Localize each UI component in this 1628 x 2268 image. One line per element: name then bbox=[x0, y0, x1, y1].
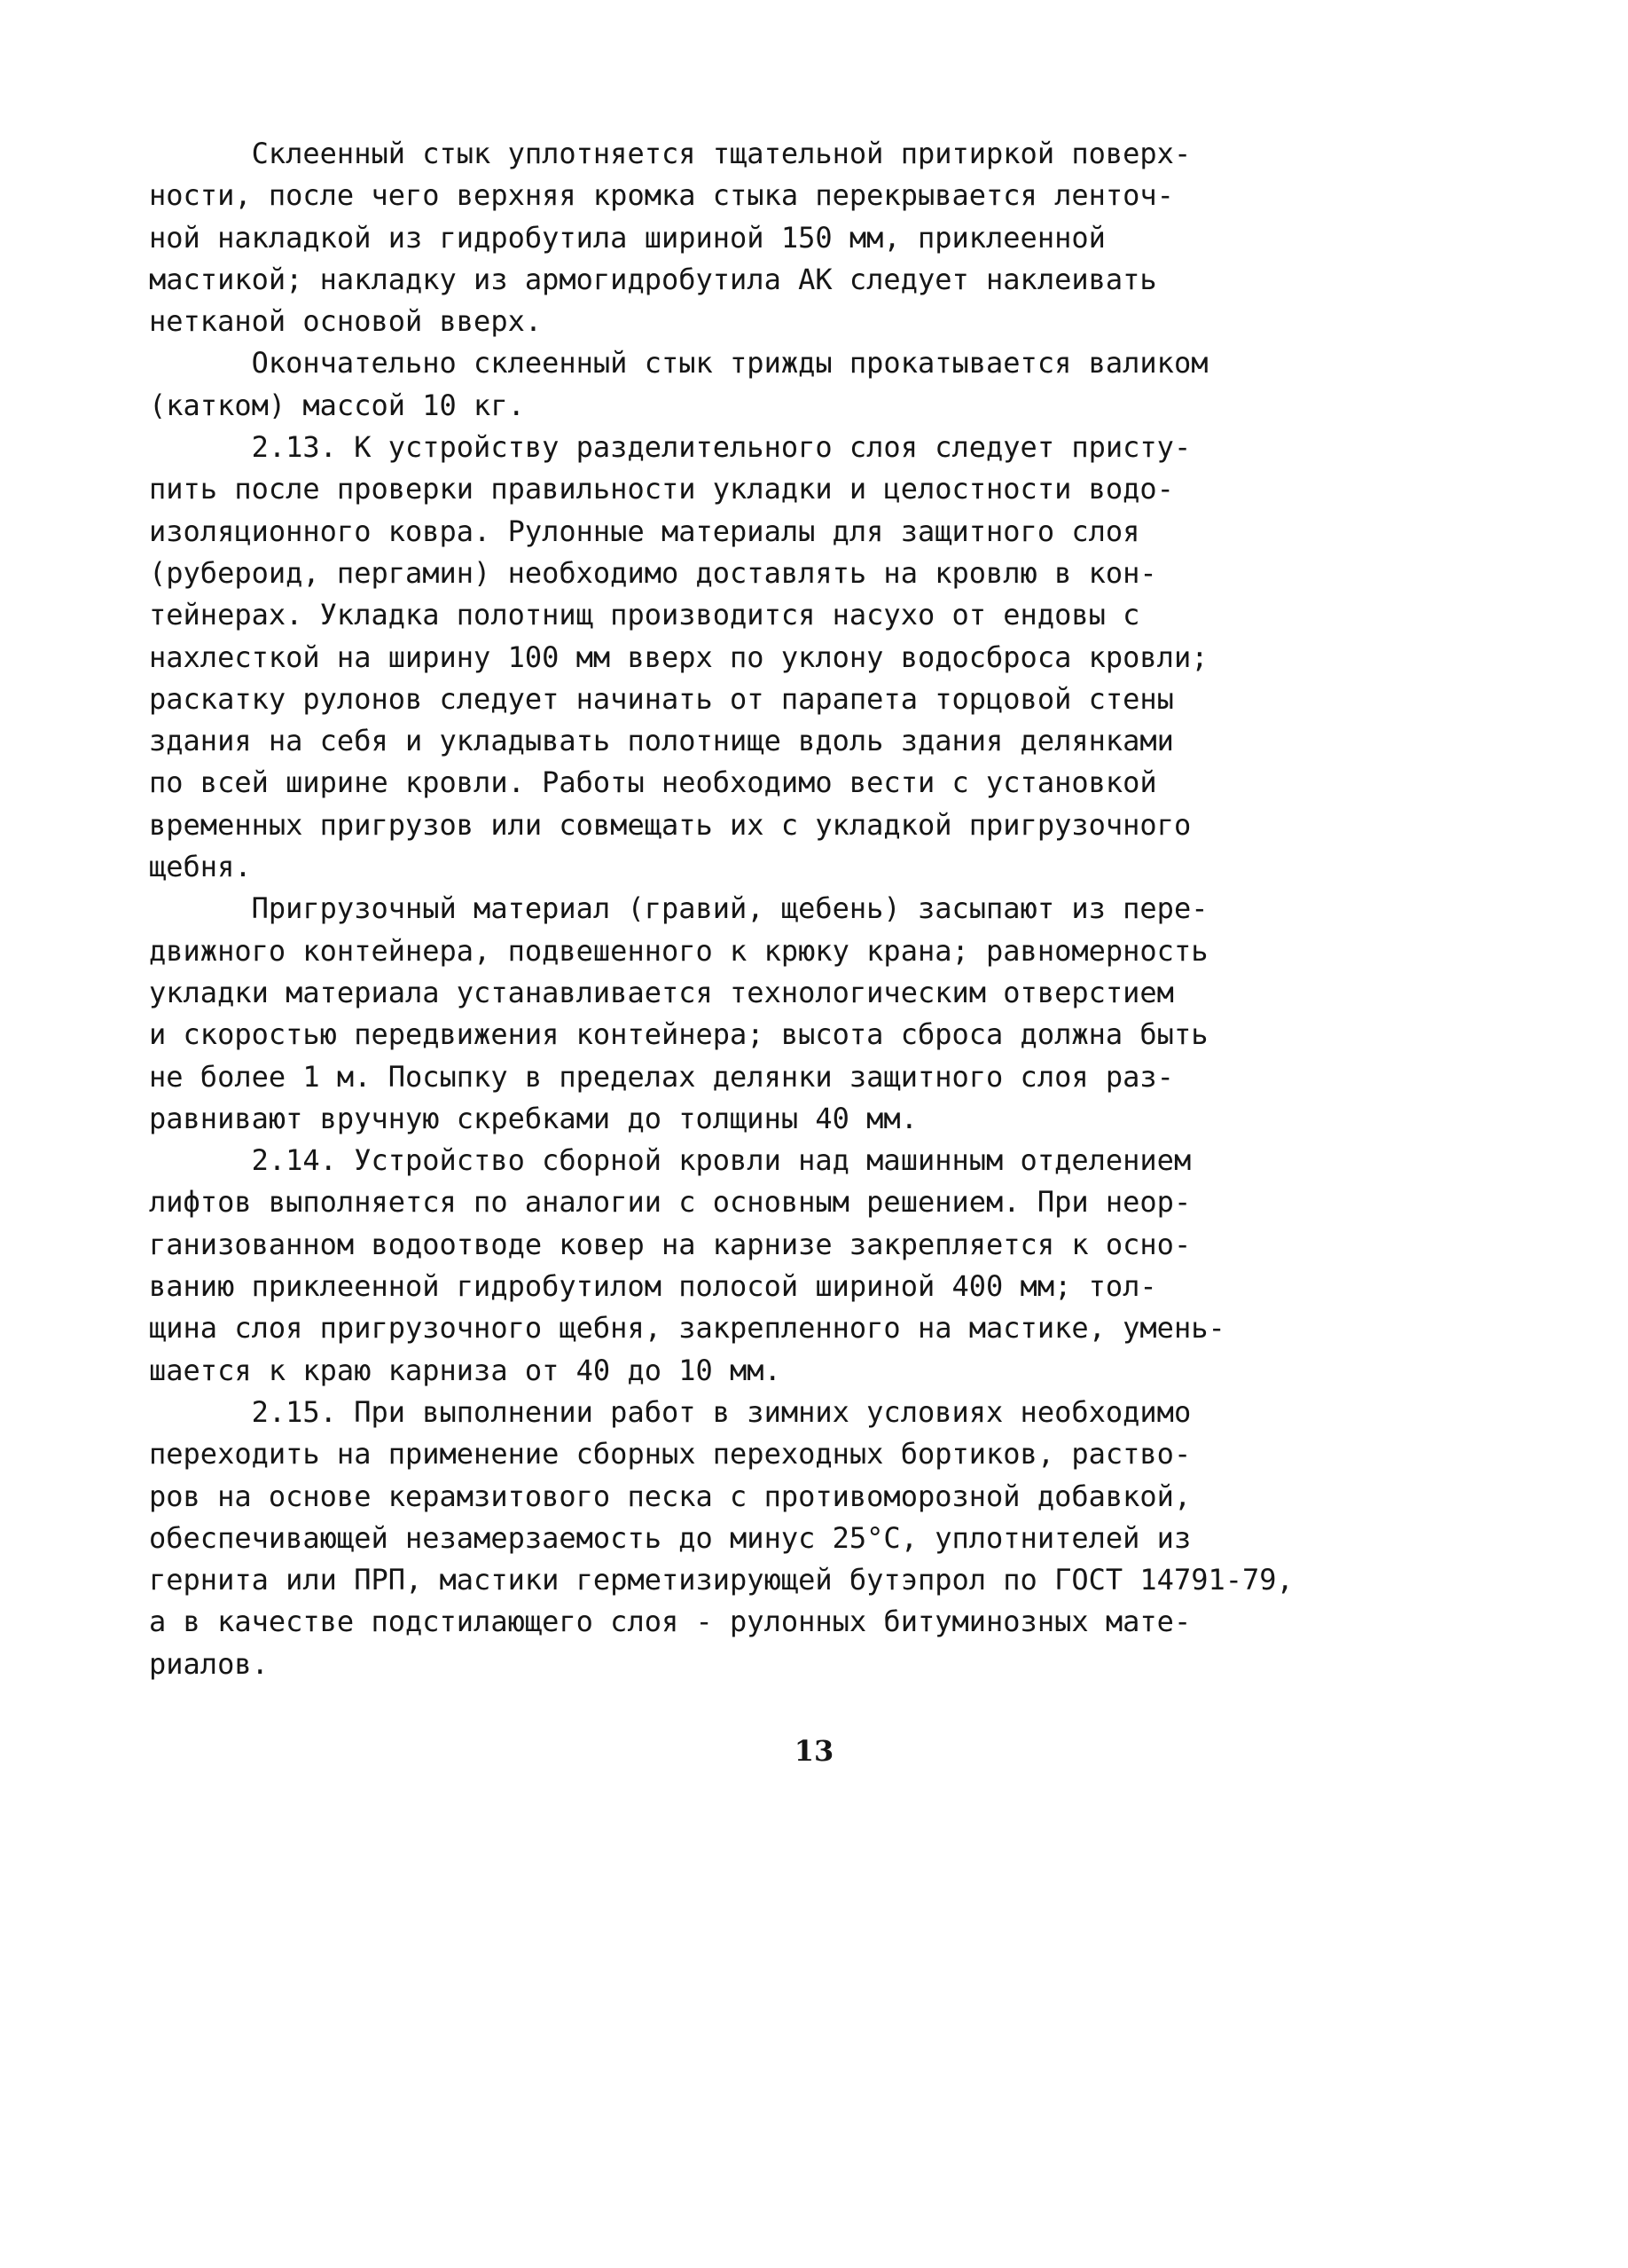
text-line: шается к краю карниза от 40 до 10 мм. bbox=[149, 1353, 781, 1387]
text-line: щина слоя пригрузочного щебня, закрепленного на мастике, умень- bbox=[149, 1311, 1225, 1346]
text-line: изоляционного ковра. Рулонные материалы для защитного слоя bbox=[149, 514, 1140, 548]
text-line: ности, после чего верхняя кромка стыка перекрывается ленточ- bbox=[149, 178, 1174, 213]
text-line: лифтов выполняется по аналогии с основным решением. При неор- bbox=[149, 1185, 1192, 1220]
text-line: Пригрузочный материал (гравий, щебень) засыпают из пере- bbox=[149, 891, 1209, 926]
text-line: здания на себя и укладывать полотнище вдоль здания делянками bbox=[149, 724, 1174, 758]
text-line: временных пригрузов или совмещать их с укладкой пригрузочного bbox=[149, 807, 1192, 842]
text-line: (рубероид, пергамин) необходимо доставлять на кровлю в кон- bbox=[149, 555, 1157, 590]
text-line: щебня. bbox=[149, 850, 252, 884]
text-line: риалов. bbox=[149, 1646, 269, 1681]
text-line: раскатку рулонов следует начинать от парапета торцовой стены bbox=[149, 681, 1174, 716]
text-line: обеспечивающей незамерзаемость до минус 25°С, уплотнителей из bbox=[149, 1520, 1192, 1555]
text-line: а в качестве подстилающего слоя - рулонных битуминозных мате- bbox=[149, 1605, 1192, 1639]
text-line: равнивают вручную скребками до толщины 40 мм. bbox=[149, 1101, 918, 1135]
text-line: 2.13. К устройству разделительного слоя следует присту- bbox=[149, 430, 1192, 465]
text-line: нахлесткой на ширину 100 мм вверх по уклону водосброса кровли; bbox=[149, 640, 1209, 674]
text-line: ной накладкой из гидробутила шириной 150 мм, приклеенной bbox=[149, 220, 1106, 255]
text-line: гернита или ПРП, мастики герметизирующей бутэпрол по ГОСТ 14791-79, bbox=[149, 1563, 1294, 1597]
page-number: 13 bbox=[794, 1734, 834, 1768]
text-line: ров на основе керамзитового песка с противоморозной добавкой, bbox=[149, 1479, 1192, 1513]
body-text bbox=[149, 133, 1337, 1685]
text-line: нетканой основой вверх. bbox=[149, 304, 543, 339]
text-line: переходить на применение сборных переходных бортиков, раство- bbox=[149, 1437, 1192, 1471]
text-line: ванию приклеенной гидробутилом полосой шириной 400 мм; тол- bbox=[149, 1269, 1157, 1304]
text-line: по всей ширине кровли. Работы необходимо вести с установкой bbox=[149, 765, 1157, 800]
text-line: не более 1 м. Посыпку в пределах делянки защитного слоя раз- bbox=[149, 1059, 1174, 1094]
text-line: пить после проверки правильности укладки и целостности водо- bbox=[149, 472, 1174, 506]
text-line: Склеенный стык уплотняется тщательной притиркой поверх- bbox=[149, 137, 1192, 170]
text-line: 2.15. При выполнении работ в зимних условиях необходимо bbox=[149, 1394, 1192, 1429]
text-line: и скоростью передвижения контейнера; высота сброса должна быть bbox=[149, 1017, 1209, 1052]
text-line: тейнерах. Укладка полотнищ производится насухо от ендовы с bbox=[149, 598, 1140, 632]
text-line: Окончательно склеенный стык трижды прокатывается валиком bbox=[149, 346, 1209, 381]
text-line: ганизованном водоотводе ковер на карнизе закрепляется к осно- bbox=[149, 1227, 1192, 1261]
text-line: мастикой; накладку из армогидробутила АК следует наклеивать bbox=[149, 262, 1157, 296]
text-line: движного контейнера, подвешенного к крюку крана; равномерность bbox=[149, 933, 1209, 968]
text-line: 2.14. Устройство сборной кровли над машинным отделением bbox=[149, 1143, 1192, 1178]
text-line: (катком) массой 10 кг. bbox=[149, 388, 525, 422]
text-line: укладки материала устанавливается технологическим отверстием bbox=[149, 975, 1174, 1009]
